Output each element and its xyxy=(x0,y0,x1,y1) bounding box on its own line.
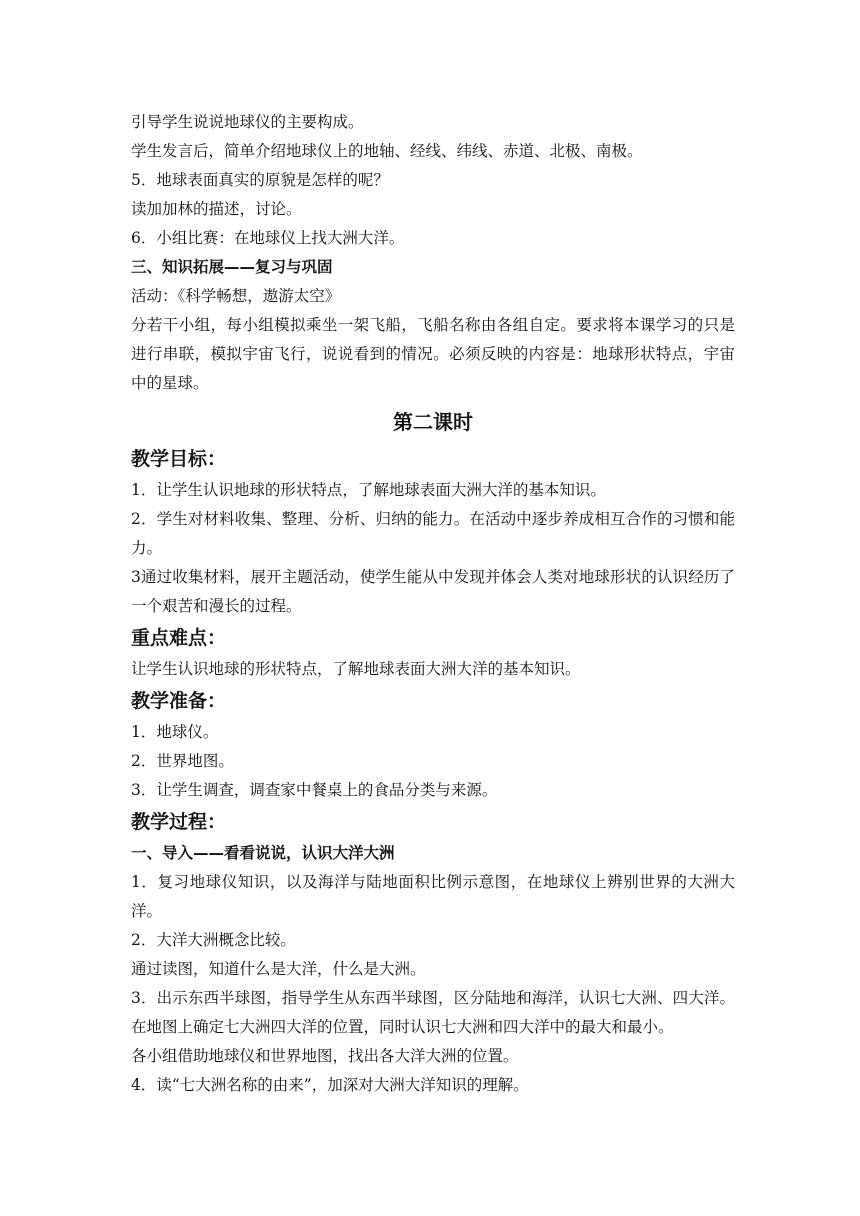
prep-heading: 教学准备： xyxy=(131,690,227,712)
paragraph: 4．读“七大洲名称的由来”，加深对大洲大洋知识的理解。 xyxy=(131,1076,529,1094)
paragraph: 2．大洋大洲概念比较。 xyxy=(131,931,296,949)
section-heading: 三、知识拓展——复习与巩固 xyxy=(131,258,333,276)
paragraph: 1．让学生认识地球的形状特点，了解地球表面大洲大洋的基本知识。 xyxy=(131,481,606,499)
paragraph: 学生发言后，简单介绍地球仪上的地轴、经线、纬线、赤道、北极、南极。 xyxy=(131,142,643,160)
paragraph: 1．地球仪。 xyxy=(131,723,219,741)
paragraph: 分若干小组，每小组模拟乘坐一架飞船，飞船名称由各组自定。要求将本课学习的只是进行串联，模拟宇宙飞行，说说看到的情况。必须反映的内容是：地球形状特点，宇宙中的星球。 xyxy=(131,316,735,392)
paragraph: 5．地球表面真实的原貌是怎样的呢？ xyxy=(131,171,389,189)
paragraph: 6．小组比赛：在地球仪上找大洲大洋。 xyxy=(131,229,405,247)
document-body xyxy=(131,108,735,1100)
paragraph: 3．让学生调查，调查家中餐桌上的食品分类与来源。 xyxy=(131,781,498,799)
lesson-title: 第二课时 xyxy=(393,410,473,434)
keypoints-heading: 重点难点： xyxy=(131,627,227,649)
paragraph: 2．世界地图。 xyxy=(131,752,234,770)
paragraph: 各小组借助地球仪和世界地图，找出各大洋大洲的位置。 xyxy=(131,1047,519,1065)
paragraph: 读加加林的描述，讨论。 xyxy=(131,200,302,218)
paragraph: 3通过收集材料，展开主题活动，使学生能从中发现并体会人类对地球形状的认识经历了一个艰苦和漫长的过程。 xyxy=(131,568,735,615)
process-heading: 教学过程： xyxy=(131,811,227,833)
paragraph: 1．复习地球仪知识，以及海洋与陆地面积比例示意图，在地球仪上辨别世界的大洲大洋。 xyxy=(131,873,735,920)
paragraph: 引导学生说说地球仪的主要构成。 xyxy=(131,113,364,131)
paragraph: 2．学生对材料收集、整理、分析、归纳的能力。在活动中逐步养成相互合作的习惯和能力。 xyxy=(131,510,735,557)
section-heading: 一、导入——看看说说，认识大洋大洲 xyxy=(131,844,395,862)
paragraph: 让学生认识地球的形状特点，了解地球表面大洲大洋的基本知识。 xyxy=(131,660,581,678)
paragraph: 通过读图，知道什么是大洋，什么是大洲。 xyxy=(131,960,426,978)
paragraph: 3．出示东西半球图，指导学生从东西半球图，区分陆地和海洋，认识七大洲、四大洋。在地图上确定七大洲四大洋的位置，同时认识七大洲和四大洋中的最大和最小。 xyxy=(131,989,735,1036)
objectives-heading: 教学目标： xyxy=(131,448,227,470)
paragraph: 活动：《科学畅想，遨游太空》 xyxy=(131,287,341,305)
